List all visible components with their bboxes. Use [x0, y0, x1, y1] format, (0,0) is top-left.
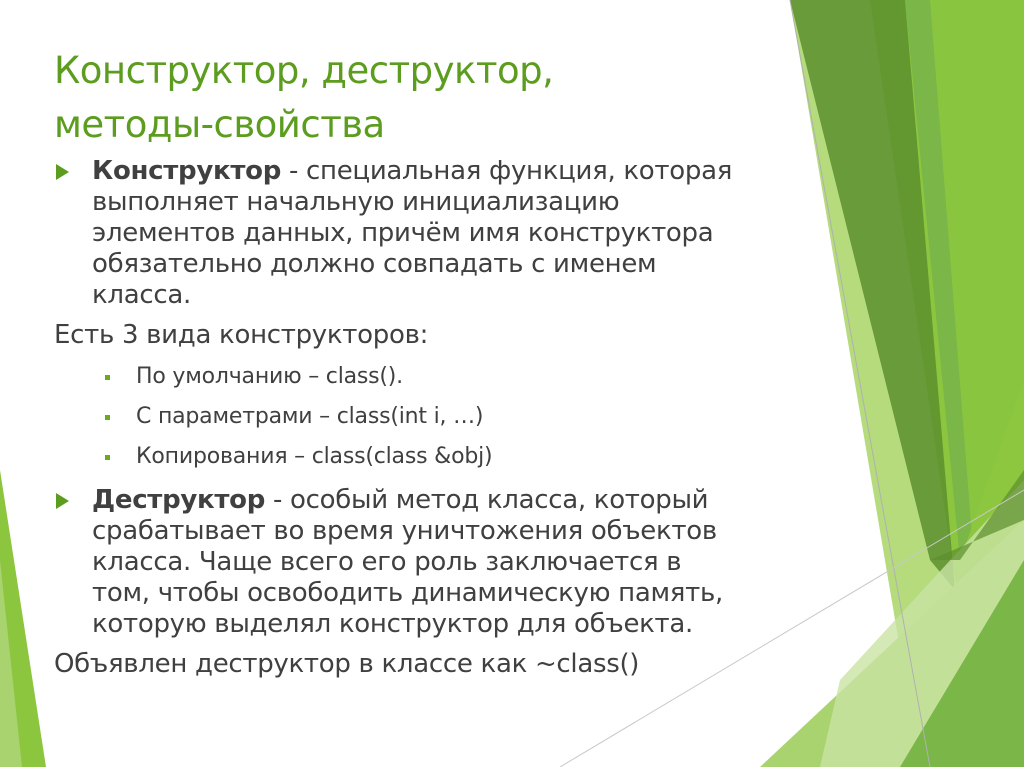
destructor-paragraph	[54, 485, 794, 640]
constructor-term: Конструктор	[92, 156, 282, 186]
slide-title-line-2: методы-свойства	[54, 103, 385, 146]
destructor-text-line-2: срабатывает во время уничтожения объектов	[92, 516, 717, 546]
slide-title	[54, 44, 754, 152]
arrow-bullet-icon	[56, 164, 69, 180]
slide-body	[54, 156, 794, 680]
slide-title-line-1: Конструктор, деструктор,	[54, 49, 554, 92]
square-bullet-icon	[105, 455, 110, 460]
constructor-type-label: Копирования – class(class &obj)	[136, 444, 493, 469]
constructor-text-line-4: обязательно должно совпадать с именем	[92, 249, 657, 279]
constructor-text-line-1: - специальная функция, которая	[281, 156, 733, 186]
destructor-text-line-4: том, чтобы освободить динамическую память,	[92, 578, 723, 608]
square-bullet-icon	[105, 415, 110, 420]
destructor-declaration: Объявлен деструктор в классе как ~class()	[54, 649, 640, 679]
constructor-type-label: По умолчанию – class().	[136, 364, 403, 389]
constructor-type-item	[54, 403, 794, 431]
constructor-type-item	[54, 363, 794, 391]
constructor-text-line-3: элементов данных, причём имя конструктора	[92, 218, 714, 248]
square-bullet-icon	[105, 375, 110, 380]
constructor-type-item	[54, 443, 794, 471]
constructor-paragraph	[54, 156, 794, 311]
destructor-text-line-1: - особый метод класса, который	[265, 485, 709, 515]
destructor-term: Деструктор	[92, 485, 266, 515]
destructor-text-line-5: которую выделял конструктор для объекта.	[92, 609, 693, 639]
arrow-bullet-icon	[56, 493, 69, 509]
constructor-text-line-2: выполняет начальную инициализацию	[92, 187, 620, 217]
constructor-text-line-5: класса.	[92, 280, 191, 310]
constructor-type-label: С параметрами – class(int i, …)	[136, 404, 484, 429]
destructor-text-line-3: класса. Чаще всего его роль заключается в	[92, 547, 682, 577]
constructor-types-intro: Есть 3 вида конструкторов:	[54, 320, 429, 350]
